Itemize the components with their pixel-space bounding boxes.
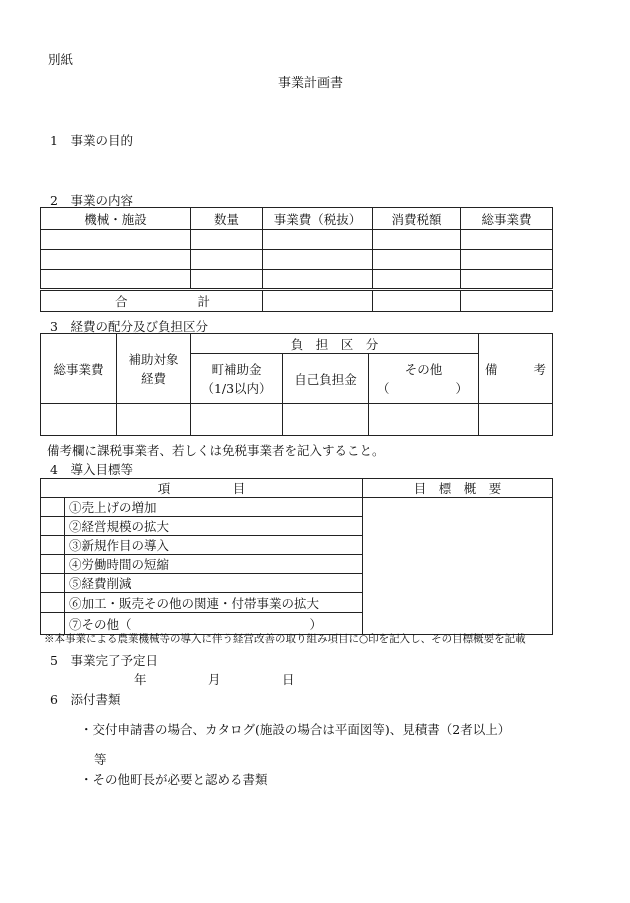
other-open-paren: （ xyxy=(377,380,390,396)
list-item: ⑤経費削減 xyxy=(65,574,363,593)
list-item: ④労働時間の短縮 xyxy=(65,555,363,574)
section3-heading: 3 経費の配分及び負担区分 xyxy=(50,319,208,334)
page-title: 事業計画書 xyxy=(278,76,344,91)
section5-heading: 5 事業完了予定日 xyxy=(50,653,158,668)
table-row xyxy=(41,250,553,270)
checkbox-cell[interactable] xyxy=(41,574,65,593)
table-cell[interactable] xyxy=(41,270,191,290)
remarks-left: 備 xyxy=(485,361,498,377)
table-cell[interactable] xyxy=(283,404,369,436)
other-line1: その他 xyxy=(404,361,443,377)
other-close-paren: ） xyxy=(455,380,469,396)
other-item-label: ⑦その他（ xyxy=(69,616,132,632)
table-cell[interactable] xyxy=(191,270,263,290)
table-cell[interactable] xyxy=(373,270,461,290)
total-cost-header: 総事業費 xyxy=(41,334,117,404)
section2-heading: 2 事業の内容 xyxy=(50,193,133,208)
table-cell[interactable] xyxy=(461,250,553,270)
table-cell[interactable] xyxy=(41,404,117,436)
section1-heading: 1 事業の目的 xyxy=(50,133,133,148)
checkbox-cell[interactable] xyxy=(41,498,65,517)
table-header-row xyxy=(41,208,553,230)
total-label-left: 合 xyxy=(114,294,128,309)
list-item: ①売上げの増加 xyxy=(65,498,363,517)
checkbox-cell[interactable] xyxy=(41,555,65,574)
col-header-quantity: 数量 xyxy=(191,208,263,230)
list-item: ②経営規模の拡大 xyxy=(65,517,363,536)
col-header-cost: 事業費（税抜） xyxy=(263,208,373,230)
table-cell[interactable] xyxy=(479,404,553,436)
col-header-machine: 機械・施設 xyxy=(41,208,191,230)
other-item-close: ） xyxy=(309,616,323,632)
remarks-header xyxy=(479,334,553,404)
total-sum-cell[interactable] xyxy=(461,290,553,312)
target-footnote: ※本事業による農業機械等の導入に伴う経営改善の取り組み項目に○印を記入し、その目標概要を記載 xyxy=(44,633,526,645)
table-cell[interactable] xyxy=(373,250,461,270)
other-line2 xyxy=(369,379,478,398)
table-cell[interactable] xyxy=(191,404,283,436)
other-header xyxy=(369,354,479,404)
table-cell[interactable] xyxy=(373,230,461,250)
attachment-item-1: ・交付申請書の場合、カタログ(施設の場合は平面図等)、見積書（2者以上） xyxy=(80,722,511,737)
table-cell[interactable] xyxy=(369,404,479,436)
table-row xyxy=(41,404,553,436)
col-header-item: 項 目 xyxy=(41,479,363,498)
table-cell[interactable] xyxy=(263,230,373,250)
summary-cell[interactable] xyxy=(363,498,553,635)
subsidy-target-line2: 経費 xyxy=(140,370,166,386)
checkbox-cell[interactable] xyxy=(41,536,65,555)
table-row xyxy=(41,498,553,517)
list-item: ③新規作目の導入 xyxy=(65,536,363,555)
col-header-total: 総事業費 xyxy=(461,208,553,230)
table-cell[interactable] xyxy=(41,230,191,250)
subsidy-target-header xyxy=(117,334,191,404)
table-row xyxy=(41,230,553,250)
table-cell[interactable] xyxy=(117,404,191,436)
col-header-tax: 消費税額 xyxy=(373,208,461,230)
remarks-right: 考 xyxy=(533,361,547,377)
section6-heading: 6 添付書類 xyxy=(50,692,121,707)
day-label: 日 xyxy=(282,672,295,687)
total-tax-cell[interactable] xyxy=(373,290,461,312)
section4-heading: 4 導入目標等 xyxy=(50,462,133,477)
table-cell[interactable] xyxy=(191,250,263,270)
table-cell[interactable] xyxy=(191,230,263,250)
table-cell[interactable] xyxy=(461,270,553,290)
attachment-label: 別紙 xyxy=(48,52,74,67)
total-label-cell xyxy=(41,290,263,312)
business-content-table xyxy=(40,207,553,312)
town-subsidy-line1: 町補助金 xyxy=(211,361,262,377)
list-item: ⑥加工・販売その他の関連・付帯事業の拡大 xyxy=(65,593,363,613)
total-row xyxy=(41,290,553,312)
table-cell[interactable] xyxy=(263,270,373,290)
table-cell[interactable] xyxy=(41,250,191,270)
checkbox-cell[interactable] xyxy=(41,517,65,536)
col-header-summary: 目 標 概 要 xyxy=(363,479,553,498)
total-label-right: 計 xyxy=(197,294,211,309)
town-subsidy-header xyxy=(191,354,283,404)
year-label: 年 xyxy=(134,672,147,687)
month-label: 月 xyxy=(208,672,221,687)
self-burden-header: 自己負担金 xyxy=(283,354,369,404)
remarks-note: 備考欄に課税事業者、若しくは免税事業者を記入すること。 xyxy=(47,443,385,458)
town-subsidy-line2: （1/3以内） xyxy=(201,380,272,396)
target-table xyxy=(40,478,553,635)
table-cell[interactable] xyxy=(263,250,373,270)
attachment-item-2: ・その他町長が必要と認める書類 xyxy=(80,772,268,787)
cost-allocation-table xyxy=(40,333,553,436)
total-cost-cell[interactable] xyxy=(263,290,373,312)
subsidy-target-line1: 補助対象 xyxy=(128,351,179,367)
attachment-item-1-cont: 等 xyxy=(94,752,107,767)
burden-category-header: 負 担 区 分 xyxy=(191,334,479,354)
table-row xyxy=(41,270,553,290)
checkbox-cell[interactable] xyxy=(41,593,65,613)
table-cell[interactable] xyxy=(461,230,553,250)
